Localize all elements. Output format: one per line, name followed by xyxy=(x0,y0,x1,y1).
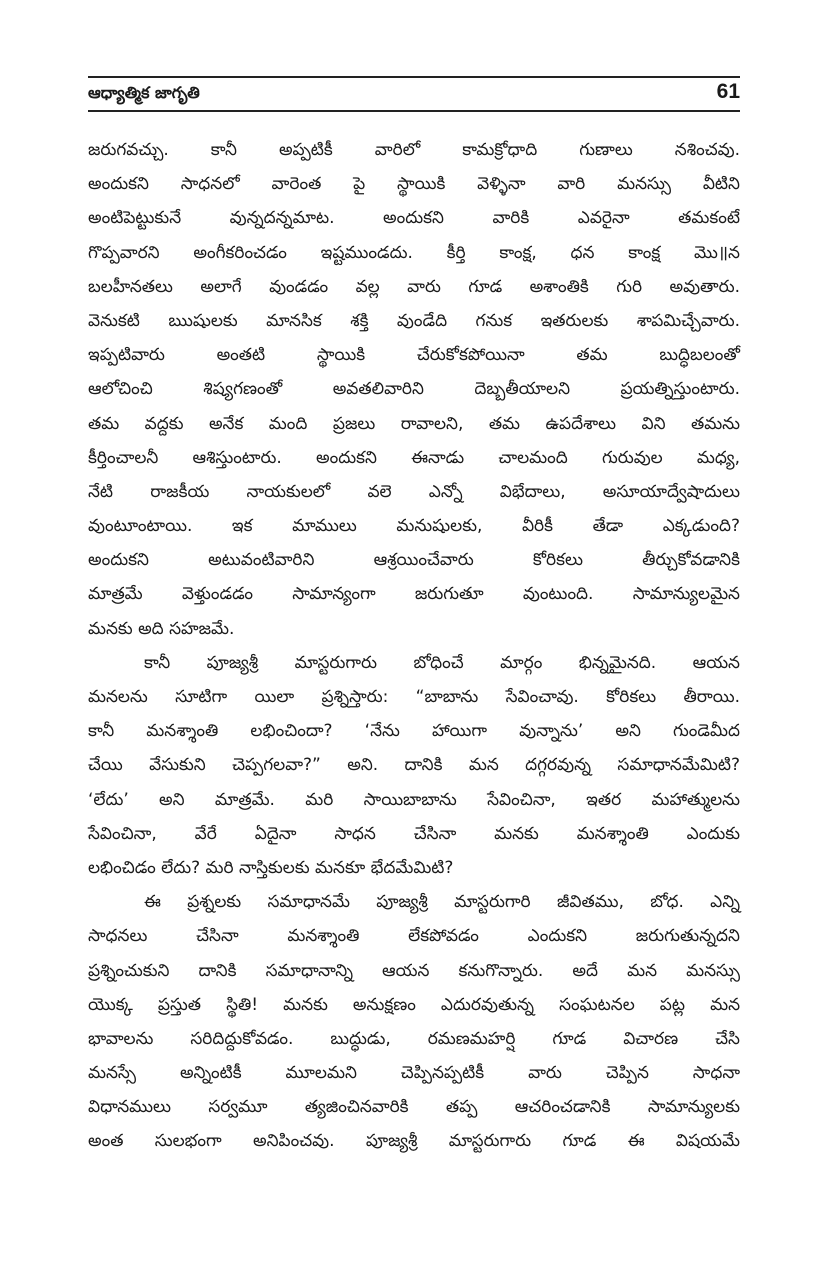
text-line: లభించిడం లేదు? మరి నాస్తికులకు మనకూ భేదమేమిటి? xyxy=(88,857,454,878)
text-line: సేవించినా, వేరే ఏదైనా సాధన చేసినా మనకు మనశ్శాంతి ఎందుకు xyxy=(88,823,740,844)
text-line: వుంటూంటాయి. ఇక మాములు మనుషులకు, వీరికీ తేడా ఎక్కడుంది? xyxy=(88,516,740,537)
text-line: కీర్తించాలనీ ఆశిస్తుంటారు. అందుకని ఈనాడు చాలమంది గురువుల మధ్య, xyxy=(88,447,740,468)
chapter-title: ఆధ్యాత్మిక జాగృతి xyxy=(88,83,200,102)
text-line: విధానములు సర్వమూ త్యజించినవారికి తప్ప ఆచరించడానికి సామాన్యులకు xyxy=(88,1097,740,1118)
text-line: అందుకని సాధనలో వారెంత పై స్థాయికి వెళ్ళినా వారి మనస్సు వీటిని xyxy=(88,174,740,195)
text-line: సాధనలు చేసినా మనశ్శాంతి లేకపోవడం ఎందుకని జరుగుతున్నదని xyxy=(88,926,740,947)
page-number: 61 xyxy=(716,80,740,103)
text-line: అందుకని అటువంటివారిని ఆశ్రయించేవారు కోరికలు తీర్చుకోవడానికి xyxy=(88,550,740,571)
text-line: ‘లేదు’ అని మాత్రమే. మరి సాయిబాబాను సేవించినా, ఇతర మహాత్ములను xyxy=(88,789,740,810)
text-line: మాత్రమే వెళ్తుండడం సామాన్యంగా జరుగుతూ వుంటుంది. సామాన్యులమైన xyxy=(88,584,740,605)
text-line: ఇప్పటివారు అంతటి స్థాయికి చేరుకోకపోయినా తమ బుద్ధిబలంతో xyxy=(88,345,740,366)
text-line: ప్రశ్నించుకుని దానికి సమాధానాన్ని ఆయన కనుగొన్నారు. అదే మన మనస్సు xyxy=(88,960,740,981)
text-line: మనలను సూటిగా యిలా ప్రశ్నిస్తారు: “బాబాను సేవించావు. కోరికలు తీరాయి. xyxy=(88,687,740,707)
text-line: తమ వద్దకు అనేక మంది ప్రజలు రావాలని, తమ ఉపదేశాలు విని తమను xyxy=(88,413,740,434)
text-line: భావాలను సరిదిద్దుకోవడం. బుద్ధుడు, రమణమహర్షి గూడ విచారణ చేసి xyxy=(88,1028,740,1049)
running-header xyxy=(88,76,740,112)
text-line: ఆలోచించి శిష్యగణంతో అవతలివారిని దెబ్బతీయాలని ప్రయత్నిస్తుంటారు. xyxy=(88,379,740,400)
text-line: గొప్పవారని అంగీకరించడం ఇష్టముండదు. కీర్తి కాంక్ష, ధన కాంక్ష మొ॥న xyxy=(88,242,740,263)
text-line: కానీ పూజ్యశ్రీ మాస్టరుగారు బోధించే మార్గం భిన్నమైనది. ఆయన xyxy=(144,652,740,673)
text-line: వెనుకటి ఋషులకు మానసిక శక్తి వుండేది గనుక ఇతరులకు శాపమిచ్చేవారు. xyxy=(88,310,740,331)
body-text xyxy=(88,133,740,1159)
text-line: మనస్సే అన్నింటికీ మూలమని చెప్పినప్పటికీ వారు చెప్పిన సాధనా xyxy=(88,1063,740,1084)
text-line: జరుగవచ్చు. కానీ అప్పటికీ వారిలో కామక్రోధాది గుణాలు నశించవు. xyxy=(88,140,740,160)
text-line: అంత సులభంగా అనిపించవు. పూజ్యశ్రీ మాస్టరుగారు గూడ ఈ విషయమే xyxy=(88,1131,740,1152)
text-line: చేయి వేసుకుని చెప్పగలవా?” అని. దానికి మన దగ్గరవున్న సమాధానమేమిటి? xyxy=(88,755,740,776)
text-line: నేటి రాజకీయ నాయకులలో వలె ఎన్నో విభేదాలు, అసూయాద్వేషాదులు xyxy=(88,481,740,502)
text-line: యొక్క ప్రస్తుత స్థితి! మనకు అనుక్షణం ఎదురవుతున్న సంఘటనల పట్ల మన xyxy=(88,994,740,1015)
text-line: మనకు అది సహజమే. xyxy=(88,618,235,639)
text-line: కానీ మనశ్శాంతి లభించిందా? ‘నేను హాయిగా వున్నాను’ అని గుండెమీద xyxy=(88,721,740,742)
text-line: అంటిపెట్టుకునే వున్నదన్నమాట. అందుకని వారికి ఎవరైనా తమకంటే xyxy=(88,208,740,229)
text-line: ఈ ప్రశ్నలకు సమాధానమే పూజ్యశ్రీ మాస్టరుగారి జీవితము, బోధ. ఎన్ని xyxy=(144,892,740,913)
text-line: బలహీనతలు అలాగే వుండడం వల్ల వారు గూడ అశాంతికి గురి అవుతారు. xyxy=(88,276,740,297)
